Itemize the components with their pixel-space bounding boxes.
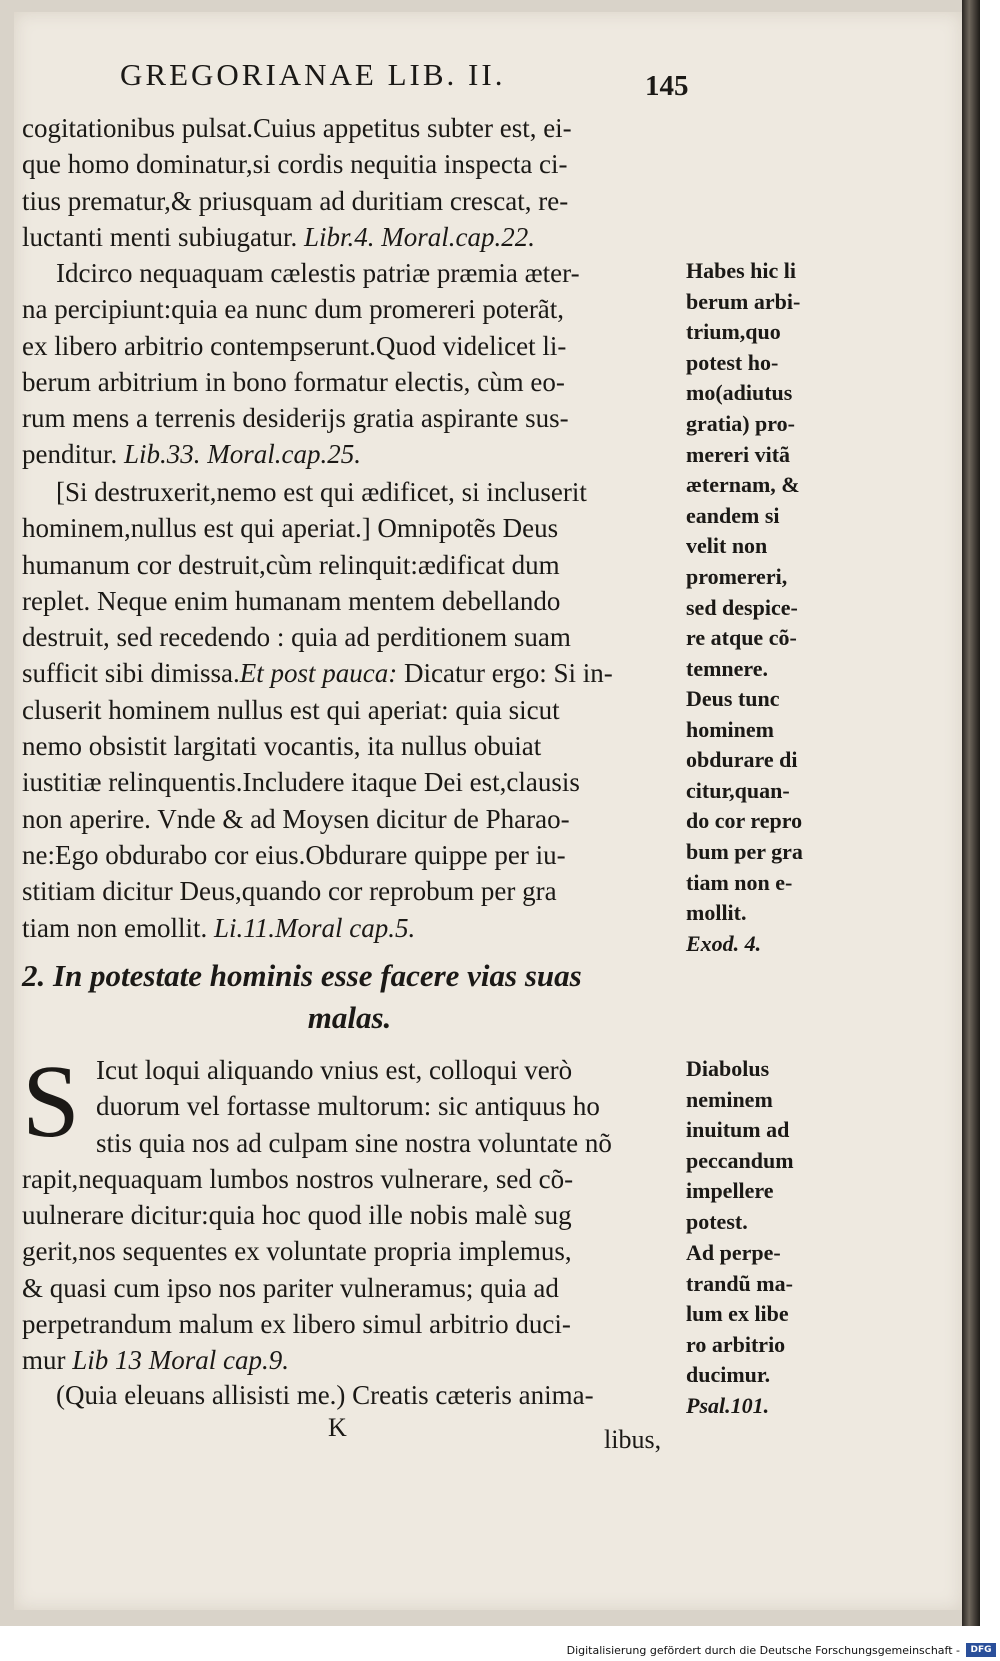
text-line: penditur. Lib.33. Moral.cap.25. [22,439,362,470]
drop-cap: S [22,1044,80,1159]
margin-line: mollit. [686,900,747,926]
paragraph-2 [22,255,677,473]
text-line: berum arbitrium in bono formatur electis, cùm eo- [22,366,565,397]
signature-mark: K [328,1413,347,1442]
heading-line: malas. [307,1000,392,1035]
margin-note-obdurare [686,684,836,959]
page-number: 145 [645,70,689,102]
text-line: duorum vel fortasse multorum: sic antiquus ho [96,1091,600,1122]
margin-line: Diabolus [686,1056,770,1081]
text-line: destruit, sed recedendo : quia ad perditionem suam [22,622,571,653]
footer-bar [0,1640,1000,1661]
text-line: stis quia nos ad culpam sine nostra voluntate nõ [96,1127,612,1158]
text-line: tius prematur,& priusquam ad duritiam crescat, re- [22,185,569,216]
text-line: uulnerare dicitur:quia hoc quod ille nobis malè sug [22,1200,572,1231]
margin-line: peccandum [686,1147,794,1173]
margin-line: potest. [686,1208,748,1234]
margin-line: trandũ ma- [686,1270,793,1296]
citation: Li.11.Moral cap.5. [213,912,416,943]
running-head: GREGORIANAE LIB. II. [120,57,506,92]
book-spine-shadow [962,0,980,1626]
text-line: cogitationibus pulsat.Cuius appetitus subter est, ei- [22,113,572,143]
text-line: iustitiæ relinquentis.Includere itaque Dei est,clausis [22,767,580,798]
margin-line: ducimur. [686,1362,771,1388]
margin-line: tiam non e- [686,869,793,895]
paragraph-5 [22,1377,677,1413]
text-line: stitiam dicitur Deus,quando cor reprobum per gra [22,876,557,907]
paragraph-3 [22,474,677,946]
text-line: Icut loqui aliquando vnius est, colloqui verò [96,1055,573,1085]
text-line: replet. Neque enim humanam mentem debellando [22,585,561,616]
text-line: [Si destruxerit,nemo est qui ædificet, si incluserit [56,477,587,507]
margin-line: promereri, [686,563,788,589]
text-line: ex libero arbitrio contempserunt.Quod videlicet li- [22,330,567,361]
margin-line: potest ho- [686,349,779,375]
margin-line: æternam, & [686,472,800,498]
margin-line: temnere. [686,655,769,681]
margin-note-free-will [686,256,836,684]
citation: Libr.4. Moral.cap.22. [303,221,535,252]
text-line: tiam non emollit. Li.11.Moral cap.5. [22,912,416,943]
catchword: libus, [604,1425,662,1454]
text-line: gerit,nos sequentes ex voluntate propria implemus, [22,1236,572,1267]
margin-line: berum arbi- [686,288,801,314]
text-line: mur Lib 13 Moral cap.9. [22,1345,290,1376]
text-line: humanum cor destruit,cùm relinquit:ædificat dum [22,549,560,580]
margin-line: inuitum ad [686,1117,790,1143]
text-line: (Quia eleuans allisisti me.) Creatis cæteris anima- [56,1380,594,1410]
text-line: cluserit hominem nullus est qui aperiat: quia sicut [22,694,560,725]
margin-citation: Exod. 4. [686,930,762,956]
inline-citation: Et post pauca: [239,658,398,689]
margin-line: velit non [686,533,768,559]
text-line: rum mens a terrenis desiderijs gratia aspirante sus- [22,403,569,434]
text-line: que homo dominatur,si cordis nequitia inspecta ci- [22,149,568,180]
section-heading [22,955,677,1039]
margin-line: mo(adiutus [686,380,793,406]
text-line: & quasi cum ipso nos pariter vulneramus; quia ad [22,1272,559,1303]
margin-note-perpetrandum [686,1238,836,1422]
margin-note-diabolus [686,1054,836,1238]
text-line: rapit,nequaquam lumbos nostros vulnerare, sed cõ- [22,1163,574,1194]
citation: Lib 13 Moral cap.9. [72,1345,290,1376]
margin-citation: Psal.101. [686,1392,770,1418]
margin-line: neminem [686,1086,773,1112]
margin-line: bum per gra [686,838,803,864]
paragraph-1 [22,110,677,255]
margin-line: hominem [686,716,774,742]
text-line: na percipiunt:quia ea nunc dum promereri poterãt, [22,294,565,325]
margin-line: Deus tunc [686,686,780,711]
margin-line: lum ex libe [686,1301,789,1327]
margin-line: trium,quo [686,319,781,345]
dfg-logo[interactable]: DFG [966,1643,996,1657]
text-line: perpetrandum malum ex libero simul arbitrio duci- [22,1309,571,1340]
margin-line: Ad perpe- [686,1240,781,1265]
margin-line: Habes hic li [686,258,797,283]
text-line: Idcirco nequaquam cælestis patriæ præmia æter- [56,258,580,288]
margin-line: eandem si [686,502,780,528]
paragraph-4 [22,1044,677,1379]
margin-line: re atque cõ- [686,625,797,651]
text-line: sufficit sibi dimissa.Et post pauca: Dicatur ergo: Si in- [22,658,613,689]
margin-line: mereri vitã [686,441,791,467]
text-line: hominem,nullus est qui aperiat.] Omnipotẽs Deus [22,513,559,544]
margin-line: gratia) pro- [686,410,795,436]
margin-line: impellere [686,1178,774,1204]
text-line: luctanti menti subiugatur. Libr.4. Moral.cap.22. [22,221,535,252]
text-line: ne:Ego obdurabo cor eius.Obdurare quippe per iu- [22,839,566,870]
margin-line: ro arbitrio [686,1331,786,1357]
margin-line: citur,quan- [686,777,790,803]
margin-line: do cor repro [686,808,803,834]
text-line: nemo obsistit largitati vocantis, ita nullus obuiat [22,731,542,762]
digitization-credit: Digitalisierung gefördert durch die Deutsche Forschungsgemeinschaft - [566,1644,960,1657]
heading-line: 2. In potestate hominis esse facere vias suas [22,958,582,993]
text-line: non aperire. Vnde & ad Moysen dicitur de Pharao- [22,803,570,834]
margin-line: sed despice- [686,594,798,620]
margin-line: obdurare di [686,747,798,773]
citation: Lib.33. Moral.cap.25. [124,439,362,470]
